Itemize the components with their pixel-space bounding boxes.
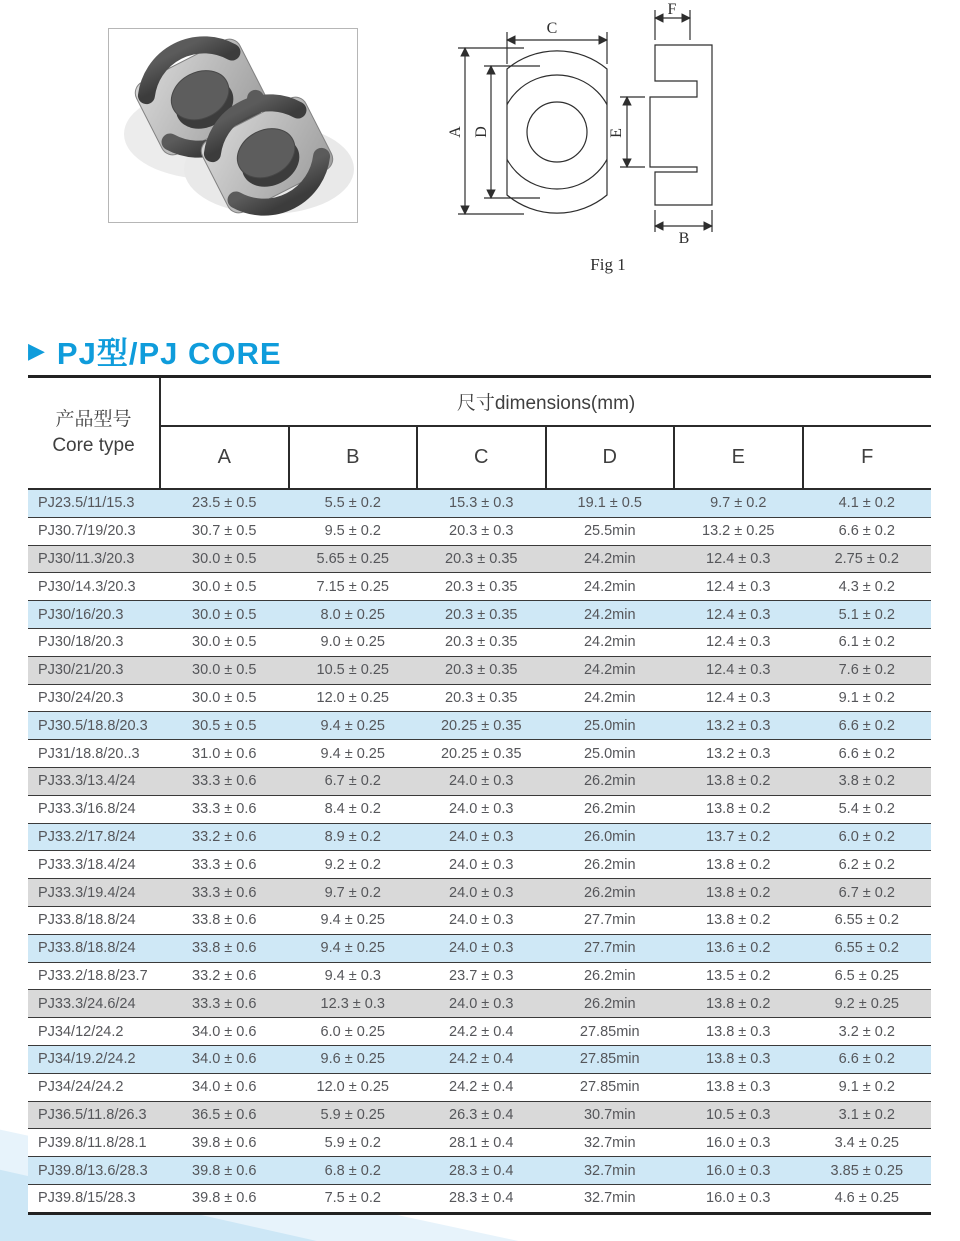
- dim-cell: 9.4 ± 0.25: [289, 740, 418, 768]
- dim-cell: 7.5 ± 0.2: [289, 1184, 418, 1213]
- dim-label-b: B: [678, 230, 690, 247]
- table-row: [28, 573, 931, 601]
- table-row: [28, 684, 931, 712]
- dim-cell: 5.5 ± 0.2: [289, 489, 418, 517]
- dim-cell: 20.3 ± 0.35: [417, 628, 546, 656]
- dim-cell: 6.6 ± 0.2: [803, 1045, 932, 1073]
- dim-cell: 10.5 ± 0.3: [674, 1101, 803, 1129]
- dim-cell: 24.0 ± 0.3: [417, 906, 546, 934]
- dim-cell: 24.2 ± 0.4: [417, 1073, 546, 1101]
- core-type-cell: PJ33.3/18.4/24: [28, 851, 160, 879]
- core-type-cell: PJ33.3/16.8/24: [28, 795, 160, 823]
- core-type-cell: PJ33.3/24.6/24: [28, 990, 160, 1018]
- dim-cell: 24.2min: [546, 601, 675, 629]
- dim-cell: 9.2 ± 0.25: [803, 990, 932, 1018]
- dim-cell: 27.85min: [546, 1073, 675, 1101]
- dimensions-group-header: 尺寸dimensions(mm): [160, 377, 931, 427]
- dimensions-table: [28, 375, 931, 1215]
- core-type-cell: PJ30/24/20.3: [28, 684, 160, 712]
- dim-cell: 32.7min: [546, 1157, 675, 1185]
- dim-cell: 39.8 ± 0.6: [160, 1157, 289, 1185]
- core-type-cell: PJ39.8/11.8/28.1: [28, 1129, 160, 1157]
- col-header-b: B: [289, 426, 418, 489]
- core-type-cell: PJ30/21/20.3: [28, 656, 160, 684]
- figure-caption: Fig 1: [590, 255, 626, 274]
- dim-cell: 24.0 ± 0.3: [417, 934, 546, 962]
- section-title: [28, 328, 282, 373]
- core-type-cell: PJ34/24/24.2: [28, 1073, 160, 1101]
- pj-core-photo-graphic: [109, 29, 355, 220]
- dim-cell: 13.8 ± 0.3: [674, 1045, 803, 1073]
- dim-cell: 15.3 ± 0.3: [417, 489, 546, 517]
- dim-cell: 36.5 ± 0.6: [160, 1101, 289, 1129]
- col-header-e: E: [674, 426, 803, 489]
- dim-cell: 20.3 ± 0.35: [417, 601, 546, 629]
- table-row: [28, 628, 931, 656]
- table-row: [28, 1129, 931, 1157]
- dim-cell: 8.4 ± 0.2: [289, 795, 418, 823]
- dim-cell: 23.5 ± 0.5: [160, 489, 289, 517]
- dim-cell: 30.0 ± 0.5: [160, 601, 289, 629]
- dim-cell: 5.65 ± 0.25: [289, 545, 418, 573]
- dim-cell: 5.4 ± 0.2: [803, 795, 932, 823]
- dim-cell: 20.3 ± 0.3: [417, 517, 546, 545]
- table-row: [28, 823, 931, 851]
- dim-cell: 20.3 ± 0.35: [417, 545, 546, 573]
- dim-cell: 28.3 ± 0.4: [417, 1184, 546, 1213]
- dim-cell: 3.85 ± 0.25: [803, 1157, 932, 1185]
- dim-cell: 6.0 ± 0.2: [803, 823, 932, 851]
- dim-cell: 12.4 ± 0.3: [674, 601, 803, 629]
- dim-cell: 25.5min: [546, 517, 675, 545]
- dim-cell: 28.1 ± 0.4: [417, 1129, 546, 1157]
- dim-cell: 9.1 ± 0.2: [803, 1073, 932, 1101]
- dim-cell: 9.4 ± 0.3: [289, 962, 418, 990]
- dim-cell: 6.0 ± 0.25: [289, 1018, 418, 1046]
- core-type-cell: PJ30/11.3/20.3: [28, 545, 160, 573]
- core-type-cell: PJ34/12/24.2: [28, 1018, 160, 1046]
- dim-cell: 12.4 ± 0.3: [674, 545, 803, 573]
- dim-cell: 27.7min: [546, 934, 675, 962]
- triangle-bullet-icon: ▶: [28, 337, 45, 363]
- dim-cell: 13.2 ± 0.25: [674, 517, 803, 545]
- dim-cell: 39.8 ± 0.6: [160, 1129, 289, 1157]
- dim-cell: 9.7 ± 0.2: [674, 489, 803, 517]
- dim-cell: 6.1 ± 0.2: [803, 628, 932, 656]
- dimension-drawing: [448, 2, 764, 282]
- dim-cell: 9.4 ± 0.25: [289, 934, 418, 962]
- core-type-cell: PJ30/18/20.3: [28, 628, 160, 656]
- col-header-d: D: [546, 426, 675, 489]
- dim-label-a: A: [448, 126, 464, 138]
- dim-cell: 32.7min: [546, 1184, 675, 1213]
- dim-cell: 24.2min: [546, 628, 675, 656]
- dim-cell: 26.2min: [546, 990, 675, 1018]
- table-row: [28, 962, 931, 990]
- table-row: [28, 934, 931, 962]
- dim-cell: 6.7 ± 0.2: [289, 767, 418, 795]
- table-row: [28, 1101, 931, 1129]
- dim-cell: 6.6 ± 0.2: [803, 740, 932, 768]
- dimensions-table-wrap: [28, 375, 931, 1215]
- dim-cell: 26.2min: [546, 962, 675, 990]
- col-header-c: C: [417, 426, 546, 489]
- dim-cell: 33.3 ± 0.6: [160, 767, 289, 795]
- dim-cell: 13.6 ± 0.2: [674, 934, 803, 962]
- dim-cell: 33.2 ± 0.6: [160, 823, 289, 851]
- fig1-line-drawing: [448, 2, 764, 282]
- dim-cell: 24.0 ± 0.3: [417, 879, 546, 907]
- dim-cell: 33.2 ± 0.6: [160, 962, 289, 990]
- core-type-cell: PJ33.3/13.4/24: [28, 767, 160, 795]
- dim-cell: 30.5 ± 0.5: [160, 712, 289, 740]
- dim-cell: 3.4 ± 0.25: [803, 1129, 932, 1157]
- dim-cell: 4.3 ± 0.2: [803, 573, 932, 601]
- dim-cell: 23.7 ± 0.3: [417, 962, 546, 990]
- dim-cell: 24.0 ± 0.3: [417, 990, 546, 1018]
- dim-cell: 6.8 ± 0.2: [289, 1157, 418, 1185]
- dim-cell: 33.8 ± 0.6: [160, 906, 289, 934]
- dim-cell: 13.8 ± 0.2: [674, 795, 803, 823]
- dim-cell: 20.3 ± 0.35: [417, 684, 546, 712]
- table-row: [28, 1018, 931, 1046]
- core-type-header: [28, 377, 160, 490]
- dim-cell: 24.0 ± 0.3: [417, 767, 546, 795]
- dim-cell: 24.2min: [546, 573, 675, 601]
- dim-cell: 34.0 ± 0.6: [160, 1045, 289, 1073]
- dim-cell: 9.1 ± 0.2: [803, 684, 932, 712]
- table-row: [28, 879, 931, 907]
- dim-cell: 33.8 ± 0.6: [160, 934, 289, 962]
- core-type-cell: PJ30/14.3/20.3: [28, 573, 160, 601]
- dim-cell: 9.2 ± 0.2: [289, 851, 418, 879]
- table-row: [28, 990, 931, 1018]
- dim-cell: 7.6 ± 0.2: [803, 656, 932, 684]
- dim-cell: 6.5 ± 0.25: [803, 962, 932, 990]
- table-row: [28, 1045, 931, 1073]
- dim-cell: 19.1 ± 0.5: [546, 489, 675, 517]
- dim-cell: 20.3 ± 0.35: [417, 656, 546, 684]
- dim-cell: 28.3 ± 0.4: [417, 1157, 546, 1185]
- core-type-cell: PJ30/16/20.3: [28, 601, 160, 629]
- table-row: [28, 712, 931, 740]
- dim-cell: 2.75 ± 0.2: [803, 545, 932, 573]
- dim-label-c: C: [546, 20, 558, 37]
- dim-cell: 6.6 ± 0.2: [803, 712, 932, 740]
- dim-cell: 12.0 ± 0.25: [289, 684, 418, 712]
- core-type-cell: PJ33.8/18.8/24: [28, 934, 160, 962]
- dim-cell: 9.6 ± 0.25: [289, 1045, 418, 1073]
- table-body: [28, 489, 931, 1213]
- core-type-cell: PJ39.8/13.6/28.3: [28, 1157, 160, 1185]
- dim-cell: 26.0min: [546, 823, 675, 851]
- table-row: [28, 1157, 931, 1185]
- dim-cell: 12.4 ± 0.3: [674, 628, 803, 656]
- dim-cell: 13.8 ± 0.3: [674, 1018, 803, 1046]
- core-type-cell: PJ33.3/19.4/24: [28, 879, 160, 907]
- table-row: [28, 1073, 931, 1101]
- dim-label-f: F: [667, 2, 677, 18]
- dim-cell: 13.2 ± 0.3: [674, 712, 803, 740]
- dim-cell: 13.8 ± 0.2: [674, 990, 803, 1018]
- dim-cell: 13.7 ± 0.2: [674, 823, 803, 851]
- dim-cell: 12.4 ± 0.3: [674, 684, 803, 712]
- table-row: [28, 489, 931, 517]
- dim-cell: 7.15 ± 0.25: [289, 573, 418, 601]
- dim-cell: 6.7 ± 0.2: [803, 879, 932, 907]
- dim-cell: 33.3 ± 0.6: [160, 879, 289, 907]
- dim-cell: 30.7 ± 0.5: [160, 517, 289, 545]
- dim-cell: 30.0 ± 0.5: [160, 545, 289, 573]
- dim-cell: 39.8 ± 0.6: [160, 1184, 289, 1213]
- dim-cell: 6.2 ± 0.2: [803, 851, 932, 879]
- dim-cell: 3.1 ± 0.2: [803, 1101, 932, 1129]
- core-type-cell: PJ33.8/18.8/24: [28, 906, 160, 934]
- table-row: [28, 795, 931, 823]
- dim-cell: 5.9 ± 0.25: [289, 1101, 418, 1129]
- dim-cell: 24.2 ± 0.4: [417, 1045, 546, 1073]
- dim-cell: 20.25 ± 0.35: [417, 712, 546, 740]
- dim-cell: 24.0 ± 0.3: [417, 851, 546, 879]
- dim-cell: 9.7 ± 0.2: [289, 879, 418, 907]
- dim-cell: 16.0 ± 0.3: [674, 1129, 803, 1157]
- dim-cell: 9.4 ± 0.25: [289, 906, 418, 934]
- dim-cell: 25.0min: [546, 740, 675, 768]
- dim-cell: 27.85min: [546, 1018, 675, 1046]
- section-title-text: PJ型/PJ CORE: [56, 336, 282, 371]
- col-header-a: A: [160, 426, 289, 489]
- dim-cell: 6.55 ± 0.2: [803, 934, 932, 962]
- dim-cell: 24.2min: [546, 684, 675, 712]
- dim-cell: 13.5 ± 0.2: [674, 962, 803, 990]
- dim-cell: 4.6 ± 0.25: [803, 1184, 932, 1213]
- dim-cell: 31.0 ± 0.6: [160, 740, 289, 768]
- dim-cell: 32.7min: [546, 1129, 675, 1157]
- dim-cell: 33.3 ± 0.6: [160, 990, 289, 1018]
- dim-cell: 8.9 ± 0.2: [289, 823, 418, 851]
- dim-cell: 33.3 ± 0.6: [160, 795, 289, 823]
- dim-cell: 6.55 ± 0.2: [803, 906, 932, 934]
- table-row: [28, 906, 931, 934]
- dim-cell: 30.0 ± 0.5: [160, 684, 289, 712]
- dim-cell: 16.0 ± 0.3: [674, 1184, 803, 1213]
- dim-cell: 26.3 ± 0.4: [417, 1101, 546, 1129]
- dim-cell: 24.2min: [546, 656, 675, 684]
- dim-cell: 30.7min: [546, 1101, 675, 1129]
- core-type-cell: PJ31/18.8/20..3: [28, 740, 160, 768]
- col-header-f: F: [803, 426, 932, 489]
- dim-cell: 33.3 ± 0.6: [160, 851, 289, 879]
- table-row: [28, 1184, 931, 1213]
- dim-cell: 9.4 ± 0.25: [289, 712, 418, 740]
- dim-cell: 12.4 ± 0.3: [674, 573, 803, 601]
- table-row: [28, 517, 931, 545]
- dim-cell: 27.85min: [546, 1045, 675, 1073]
- column-header-row: [28, 426, 931, 489]
- dim-cell: 9.0 ± 0.25: [289, 628, 418, 656]
- dim-cell: 24.0 ± 0.3: [417, 823, 546, 851]
- dim-cell: 13.8 ± 0.2: [674, 906, 803, 934]
- dim-label-e: E: [608, 128, 625, 138]
- dim-cell: 13.8 ± 0.2: [674, 851, 803, 879]
- dim-cell: 24.0 ± 0.3: [417, 795, 546, 823]
- dim-cell: 13.8 ± 0.2: [674, 879, 803, 907]
- core-type-header-zh: 产品型号: [55, 409, 132, 431]
- table-row: [28, 767, 931, 795]
- table-row: [28, 851, 931, 879]
- dim-cell: 27.7min: [546, 906, 675, 934]
- dim-cell: 9.5 ± 0.2: [289, 517, 418, 545]
- dim-cell: 30.0 ± 0.5: [160, 573, 289, 601]
- core-type-cell: PJ23.5/11/15.3: [28, 489, 160, 517]
- dim-cell: 26.2min: [546, 795, 675, 823]
- dim-cell: 3.8 ± 0.2: [803, 767, 932, 795]
- dim-cell: 34.0 ± 0.6: [160, 1073, 289, 1101]
- core-type-header-en: Core type: [52, 435, 135, 456]
- table-row: [28, 601, 931, 629]
- dim-cell: 20.3 ± 0.35: [417, 573, 546, 601]
- dim-cell: 34.0 ± 0.6: [160, 1018, 289, 1046]
- core-type-cell: PJ30.5/18.8/20.3: [28, 712, 160, 740]
- dim-cell: 26.2min: [546, 879, 675, 907]
- table-row: [28, 740, 931, 768]
- dim-cell: 12.0 ± 0.25: [289, 1073, 418, 1101]
- dim-cell: 13.2 ± 0.3: [674, 740, 803, 768]
- dim-cell: 12.3 ± 0.3: [289, 990, 418, 1018]
- dim-cell: 16.0 ± 0.3: [674, 1157, 803, 1185]
- dim-cell: 26.2min: [546, 767, 675, 795]
- dim-cell: 12.4 ± 0.3: [674, 656, 803, 684]
- table-row: [28, 656, 931, 684]
- dim-cell: 26.2min: [546, 851, 675, 879]
- core-type-cell: PJ30.7/19/20.3: [28, 517, 160, 545]
- table-row: [28, 545, 931, 573]
- dim-cell: 3.2 ± 0.2: [803, 1018, 932, 1046]
- dim-cell: 25.0min: [546, 712, 675, 740]
- dim-cell: 10.5 ± 0.25: [289, 656, 418, 684]
- dim-cell: 5.1 ± 0.2: [803, 601, 932, 629]
- dim-cell: 20.25 ± 0.35: [417, 740, 546, 768]
- dim-cell: 5.9 ± 0.2: [289, 1129, 418, 1157]
- product-photo: [108, 28, 358, 223]
- core-type-cell: PJ34/19.2/24.2: [28, 1045, 160, 1073]
- core-type-cell: PJ39.8/15/28.3: [28, 1184, 160, 1213]
- dim-cell: 8.0 ± 0.25: [289, 601, 418, 629]
- dim-label-d: D: [473, 126, 490, 138]
- dim-cell: 24.2min: [546, 545, 675, 573]
- dim-cell: 4.1 ± 0.2: [803, 489, 932, 517]
- core-type-cell: PJ36.5/11.8/26.3: [28, 1101, 160, 1129]
- dim-cell: 30.0 ± 0.5: [160, 656, 289, 684]
- dim-cell: 6.6 ± 0.2: [803, 517, 932, 545]
- core-type-cell: PJ33.2/17.8/24: [28, 823, 160, 851]
- dim-cell: 24.2 ± 0.4: [417, 1018, 546, 1046]
- core-type-cell: PJ33.2/18.8/23.7: [28, 962, 160, 990]
- dim-cell: 13.8 ± 0.3: [674, 1073, 803, 1101]
- dim-cell: 30.0 ± 0.5: [160, 628, 289, 656]
- dim-cell: 13.8 ± 0.2: [674, 767, 803, 795]
